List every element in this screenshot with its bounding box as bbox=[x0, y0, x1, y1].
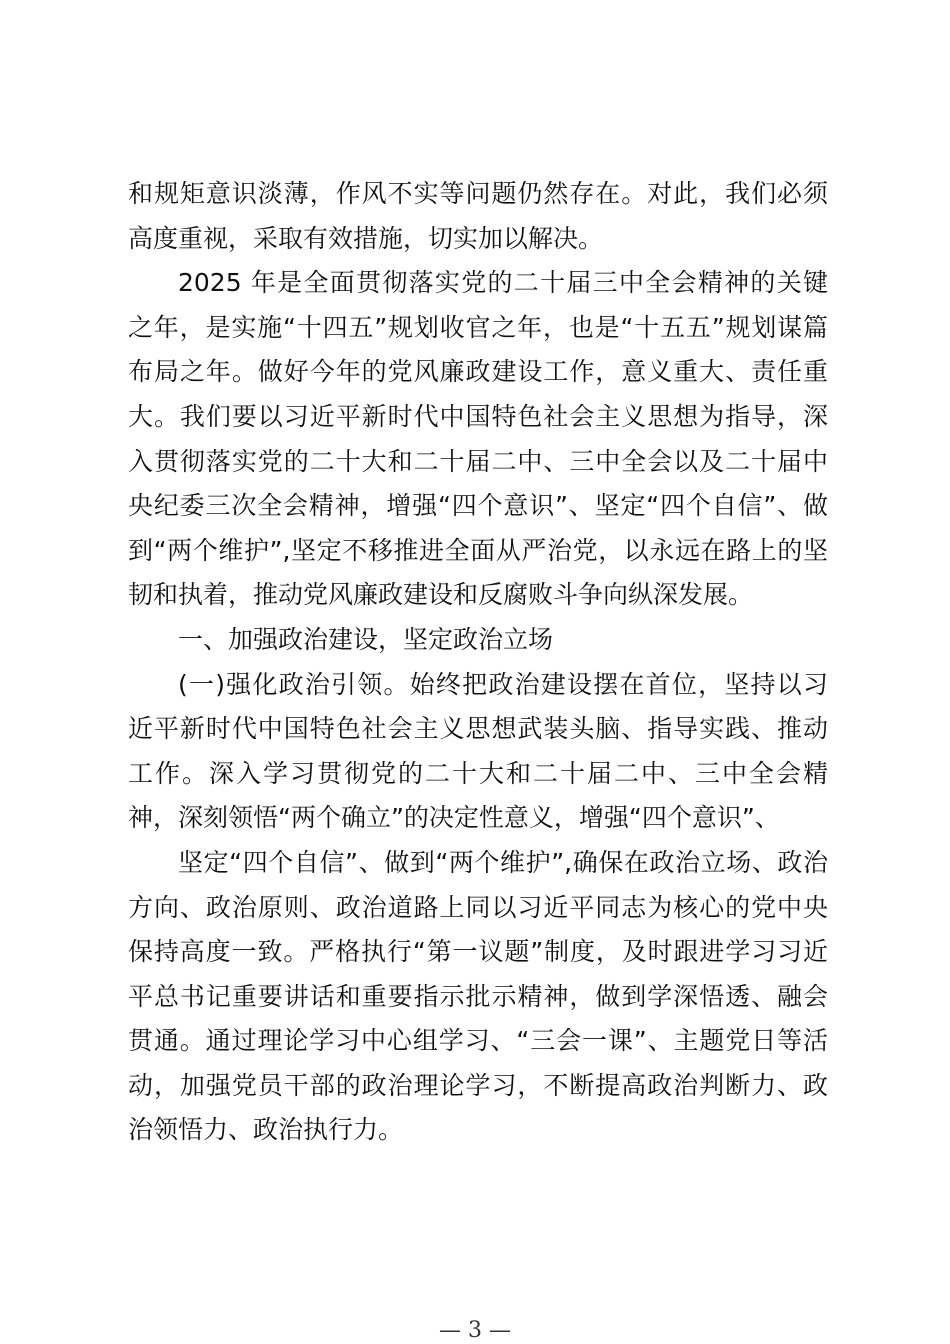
text-line: 工作。深入学习贯彻党的二十大和二十届二中、三中全会精 bbox=[128, 758, 828, 788]
body-text bbox=[128, 172, 828, 1153]
text-line: 一、加强政治建设，坚定政治立场 bbox=[178, 624, 554, 654]
text-line: 大。我们要以习近平新时代中国特色社会主义思想为指导，深 bbox=[128, 401, 828, 431]
text-line: 布局之年。做好今年的党风廉政建设工作，意义重大、责任重 bbox=[128, 357, 828, 387]
text-line: 之年，是实施“十四五”规划收官之年，也是“十五五”规划谋篇 bbox=[128, 312, 828, 342]
page-number: — 3 — bbox=[439, 1318, 511, 1343]
text-line: 保持高度一致。严格执行“第一议题”制度，及时跟进学习习近 bbox=[128, 937, 828, 967]
text-line: 方向、政治原则、政治道路上同以习近平同志为核心的党中央 bbox=[128, 892, 828, 922]
text-line: 贯通。通过理论学习中心组学习、“三会一课”、主题党日等活 bbox=[128, 1026, 828, 1056]
text-line: 韧和执着，推动党风廉政建设和反腐败斗争向纵深发展。 bbox=[128, 580, 754, 610]
text-line: 2025 年是全面贯彻落实党的二十届三中全会精神的关键 bbox=[178, 268, 828, 298]
text-line: 动，加强党员干部的政治理论学习，不断提高政治判断力、政 bbox=[128, 1070, 828, 1100]
text-line: 高度重视，采取有效措施，切实加以解决。 bbox=[128, 223, 604, 253]
text-line: 治领悟力、政治执行力。 bbox=[128, 1115, 404, 1145]
text-line: (一)强化政治引领。始终把政治建设摆在首位，坚持以习 bbox=[178, 669, 828, 699]
text-line: 到“两个维护”,坚定不移推进全面从严治党，以永远在路上的坚 bbox=[128, 535, 828, 565]
text-line: 近平新时代中国特色社会主义思想武装头脑、指导实践、推动 bbox=[128, 714, 828, 744]
text-line: 神，深刻领悟“两个确立”的决定性意义，增强“四个意识”、 bbox=[128, 803, 780, 833]
text-line: 和规矩意识淡薄，作风不实等问题仍然存在。对此，我们必须 bbox=[128, 179, 828, 208]
text-line: 平总书记重要讲话和重要指示批示精神，做到学深悟透、融会 bbox=[128, 981, 828, 1011]
text-line: 坚定“四个自信”、做到“两个维护”,确保在政治立场、政治 bbox=[178, 847, 828, 877]
text-line: 入贯彻落实党的二十大和二十届二中、三中全会以及二十届中 bbox=[128, 446, 828, 476]
text-line: 央纪委三次全会精神，增强“四个意识”、坚定“四个自信”、做 bbox=[128, 491, 828, 521]
